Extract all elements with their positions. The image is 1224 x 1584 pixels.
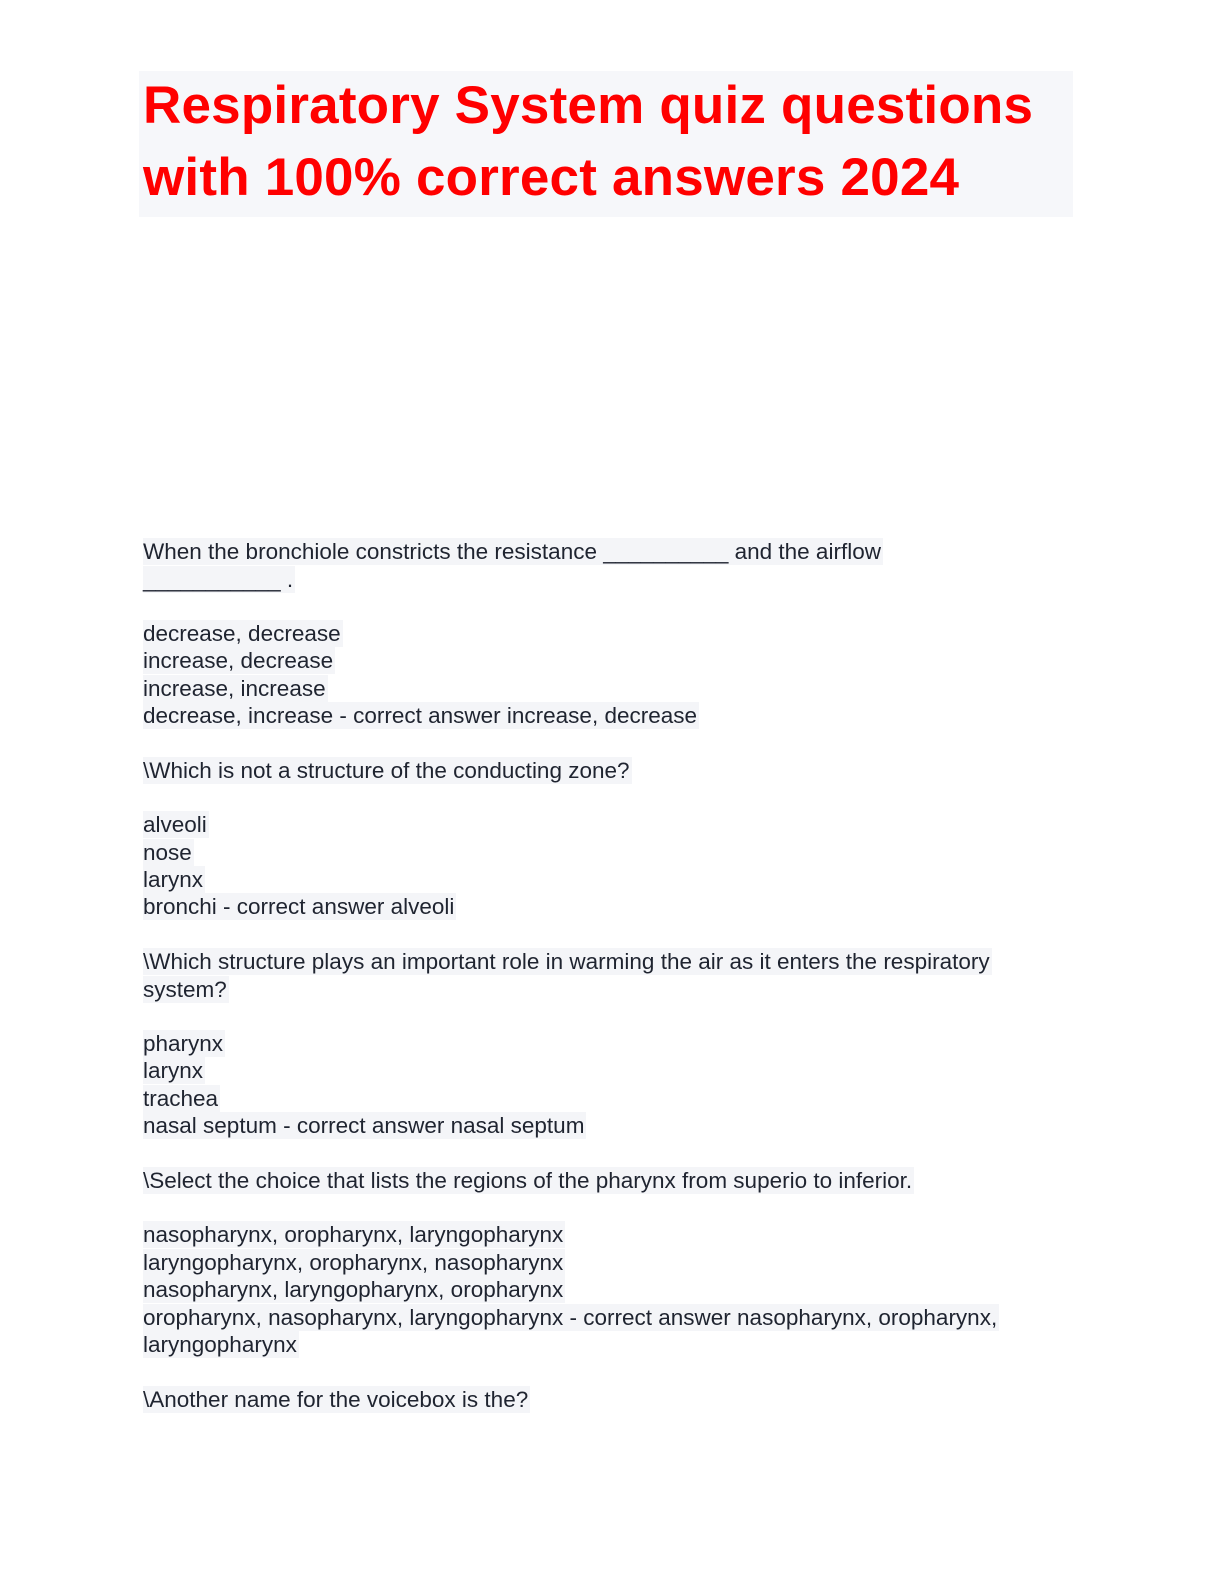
question-4-prompt: \Select the choice that lists the regions of the pharynx from superio to inferior. <box>143 1168 913 1193</box>
question-3-option-1: pharynx <box>143 1031 224 1056</box>
question-4-option-3: nasopharynx, laryngopharynx, oropharynx <box>143 1277 564 1302</box>
question-4-option-1: nasopharynx, oropharynx, laryngopharynx <box>143 1222 564 1247</box>
document-title-line-1: Respiratory System quiz questions <box>143 76 1034 135</box>
question-1-option-1: decrease, decrease <box>143 621 341 646</box>
question-3-option-2: larynx <box>143 1058 204 1083</box>
question-1-prompt-line-1: When the bronchiole constricts the resistance __________ and the airflow <box>143 539 881 564</box>
question-3-option-3: trachea <box>143 1086 219 1111</box>
question-3-prompt-line-2: system? <box>143 977 227 1002</box>
question-3-prompt-line-1: \Which structure plays an important role in warming the air as it enters the respiratory <box>143 949 990 974</box>
question-4-option-4-with-answer: oropharynx, nasopharynx, laryngopharynx - correct answer nasopharynx, oropharynx, <box>143 1305 998 1330</box>
question-1-option-2: increase, decrease <box>143 648 334 673</box>
question-1-option-3: increase, increase <box>143 676 326 701</box>
question-2-option-3: larynx <box>143 867 204 892</box>
question-1-option-4-with-answer: decrease, increase - correct answer increase, decrease <box>143 703 698 728</box>
question-2-option-1: alveoli <box>143 812 207 837</box>
document-title-line-2: with 100% correct answers 2024 <box>143 148 960 207</box>
question-1-prompt-line-2: ___________ . <box>143 567 294 592</box>
question-3-option-4-with-answer: nasal septum - correct answer nasal septum <box>143 1113 585 1138</box>
question-4-option-2: laryngopharynx, oropharynx, nasopharynx <box>143 1250 564 1275</box>
question-2-option-2: nose <box>143 840 192 865</box>
question-5-prompt: \Another name for the voicebox is the? <box>143 1387 529 1412</box>
question-4-answer-continuation: laryngopharynx <box>143 1332 297 1357</box>
question-2-prompt: \Which is not a structure of the conducting zone? <box>143 758 630 783</box>
question-2-option-4-with-answer: bronchi - correct answer alveoli <box>143 894 455 919</box>
